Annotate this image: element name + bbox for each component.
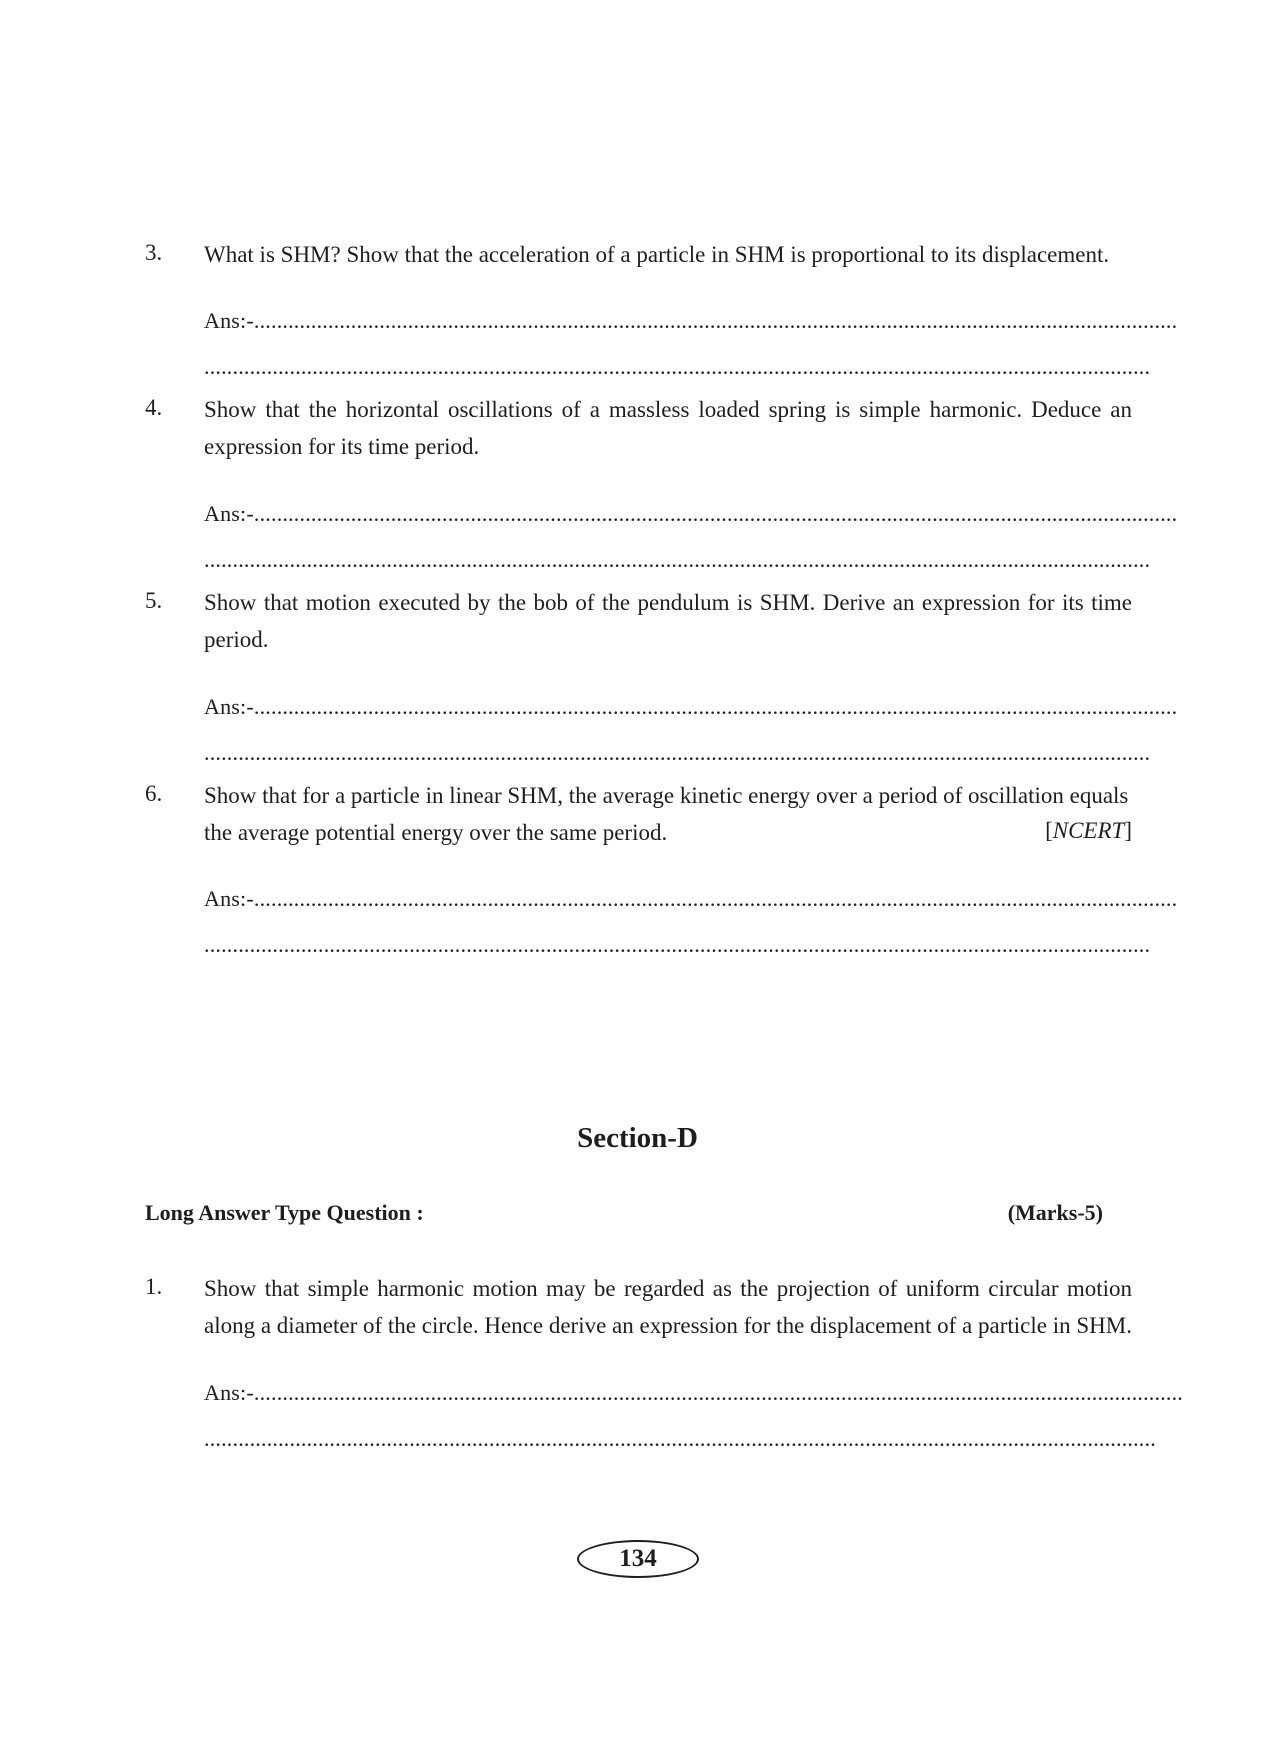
answer-line: [204, 501, 1178, 527]
answer-dots: ..................................................................................................................................................................: [253, 501, 1178, 526]
question-text: [204, 777, 1132, 851]
question-number: 6.: [145, 781, 163, 806]
question-text-line: Show that for a particle in linear SHM, the average kinetic energy over a period of oscillation equals: [204, 783, 1129, 808]
answer-label: Ans:-: [204, 308, 254, 333]
question-text: Show that motion executed by the bob of the pendulum is SHM. Derive an expression for its time period.: [204, 590, 1132, 652]
section-marks: (Marks-5): [1007, 1200, 1103, 1225]
answer-dots: ..................................................................................................................................................................: [253, 886, 1178, 911]
question-text: What is SHM? Show that the acceleration of a particle in SHM is proportional to its displacement.: [204, 242, 1110, 267]
answer-label: Ans:-: [204, 886, 254, 911]
answer-line-continuation: ......................................................................................................................................................................: [204, 932, 1151, 957]
reference-tag: [NCERT]: [1045, 818, 1132, 843]
answer-dots: ..................................................................................................................................................................: [253, 694, 1178, 719]
answer-line-continuation: ......................................................................................................................................................................: [204, 740, 1151, 765]
answer-dots: ..................................................................................................................................................................: [253, 308, 1178, 333]
question-number: 5.: [145, 588, 163, 613]
answer-line-continuation: ......................................................................................................................................................................: [204, 547, 1151, 572]
question-number: 4.: [145, 395, 163, 420]
question-text: Show that the horizontal oscillations of a massless loaded spring is simple harmonic. Deduce an expression for its time period.: [204, 397, 1132, 459]
answer-line-continuation: .......................................................................................................................................................................: [204, 1426, 1156, 1451]
answer-label: Ans:-: [204, 1380, 254, 1405]
page-number: 134: [577, 1540, 699, 1578]
answer-line-continuation: ......................................................................................................................................................................: [204, 354, 1151, 379]
section-subtitle: Long Answer Type Question :: [145, 1200, 424, 1225]
answer-label: Ans:-: [204, 501, 254, 526]
question-number: 1.: [145, 1274, 163, 1299]
answer-label: Ans:-: [204, 694, 254, 719]
question-text: Show that simple harmonic motion may be regarded as the projection of uniform circular motion along a diameter of the circle. Hence derive an expression for the displacement of a particle in SHM.: [204, 1276, 1132, 1338]
answer-line: [204, 694, 1178, 720]
answer-line: [204, 1380, 1183, 1406]
question-text-line: the average potential energy over the same period.: [204, 820, 668, 845]
question-number: 3.: [145, 240, 163, 265]
answer-dots: ...................................................................................................................................................................: [253, 1380, 1183, 1405]
answer-line: [204, 308, 1178, 334]
section-title: Section-D: [577, 1122, 698, 1154]
answer-line: [204, 886, 1178, 912]
reference-source: NCERT: [1052, 818, 1125, 843]
